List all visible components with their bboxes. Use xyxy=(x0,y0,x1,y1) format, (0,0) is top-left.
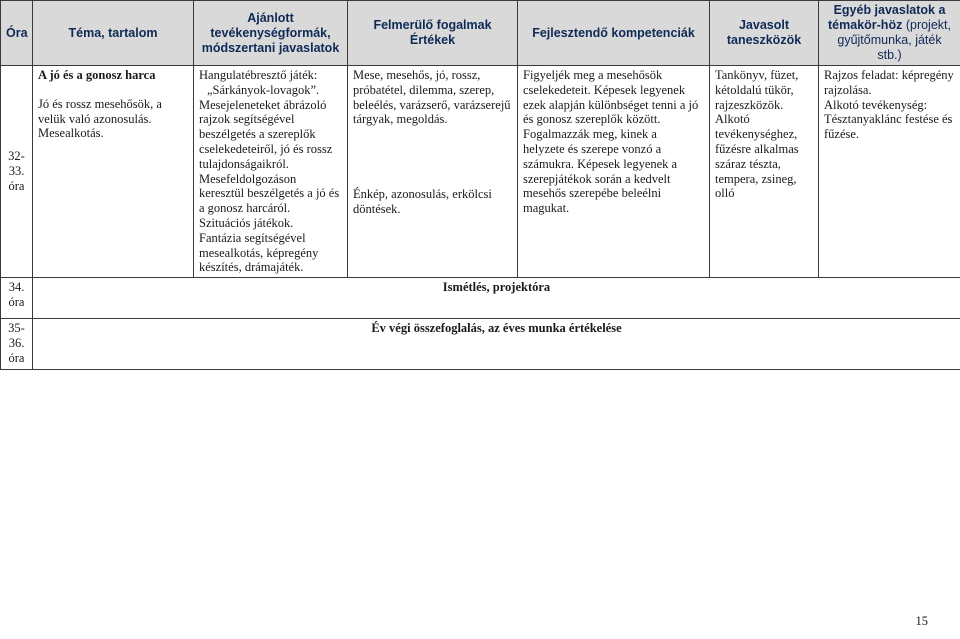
header-tools-line: Javasolt xyxy=(738,18,790,32)
tools-line: olló xyxy=(715,186,735,201)
hour-text: óra xyxy=(8,350,25,365)
hour-text: 33. xyxy=(8,164,25,179)
hour-text: óra xyxy=(8,294,25,309)
header-other-line: Egyéb javaslatok a xyxy=(833,3,946,17)
forms-line: Mesejeleneteket ábrázoló xyxy=(199,97,327,112)
forms-cell xyxy=(194,66,348,278)
concepts-line: próbatétel, dilemma, szerep, xyxy=(353,82,495,97)
concepts-line: tárgyak, megoldás. xyxy=(353,112,448,127)
header-other xyxy=(819,1,960,66)
header-concepts xyxy=(348,1,518,66)
forms-line: a gonosz harcáról. xyxy=(199,201,291,216)
table-row xyxy=(1,319,960,370)
concepts-line: beleélés, varázserő, varázserejű xyxy=(353,97,511,112)
header-forms-line: tevékenységformák, xyxy=(210,25,331,40)
forms-line: rajzok segítségével xyxy=(199,112,295,127)
hour-text: 34. xyxy=(8,280,25,295)
hour-cell xyxy=(1,319,33,370)
competence-line: szerepjátékok során a kedvelt xyxy=(523,171,671,186)
summary-cell: Év végi összefoglalás, az éves munka értékelése xyxy=(33,319,960,370)
competence-line: mesehős szerepébe beleélni xyxy=(523,186,662,201)
topic-text: Jó és rossz mesehősök, a xyxy=(38,96,162,111)
hour-cell xyxy=(1,66,33,278)
competence-line: Fogalmazzák meg, kinek a xyxy=(523,127,657,142)
topic-title: A jó és a gonosz harca xyxy=(38,68,156,82)
forms-line: Fantázia segítségével xyxy=(199,230,306,245)
hour-cell xyxy=(1,278,33,319)
tools-line: Tankönyv, füzet, xyxy=(715,68,799,82)
header-row xyxy=(1,1,960,66)
hour-text: óra xyxy=(8,178,25,193)
hour-text: 35- xyxy=(8,321,25,336)
header-other-line: gyűjtőmunka, játék stb.) xyxy=(837,33,942,62)
tools-line: kétoldalú tükör, xyxy=(715,82,794,97)
header-other-line: (projekt, xyxy=(905,18,951,32)
forms-line: „Sárkányok-lovagok”. xyxy=(207,82,320,97)
competence-line: magukat. xyxy=(523,201,570,216)
other-line: Tésztanyaklánc festése és xyxy=(824,112,953,127)
tools-line: rajzeszközök. xyxy=(715,97,784,112)
competence-line: ezek alapján különbséget tenni a jó xyxy=(523,97,699,112)
values-line: döntések. xyxy=(353,201,401,216)
topic-cell xyxy=(33,66,194,278)
header-forms xyxy=(194,1,348,66)
tools-line: tempera, zsineg, xyxy=(715,171,797,186)
table-row xyxy=(1,66,960,278)
topic-text: Mesealkotás. xyxy=(38,126,104,141)
header-competence: Fejlesztendő kompetenciák xyxy=(518,1,710,66)
header-forms-line: módszertani javaslatok xyxy=(201,40,340,55)
hour-text: 36. xyxy=(8,335,25,350)
values-block xyxy=(353,187,512,217)
competence-line: számukra. Képesek legyenek a xyxy=(523,156,678,171)
competence-line: és gonosz szereplők között. xyxy=(523,112,661,127)
other-cell xyxy=(819,66,960,278)
concepts-block xyxy=(353,68,512,127)
header-concepts-line: Felmerülő fogalmak xyxy=(373,18,492,32)
forms-line: cselekedeteiről, jó és rossz xyxy=(199,141,333,156)
forms-line: Hangulatébresztő játék: xyxy=(199,68,318,82)
table-row xyxy=(1,278,960,319)
forms-line: keresztül beszélgetés a jó és xyxy=(199,186,340,201)
forms-line: mesealkotás, képregény xyxy=(199,245,319,260)
tools-line: tevékenységhez, xyxy=(715,127,798,142)
forms-line: Mesefeldolgozáson xyxy=(199,171,297,186)
competence-line: helyzete és szerepe vonzó a xyxy=(523,141,662,156)
forms-line: tulajdonságaikról. xyxy=(199,156,289,171)
header-tools-line: taneszközök xyxy=(726,33,802,47)
other-line: Alkotó tevékenység: xyxy=(824,97,928,112)
hour-text: 32- xyxy=(8,149,25,164)
other-line: rajzolása. xyxy=(824,82,872,97)
header-concepts-line: Értékek xyxy=(409,33,456,47)
competence-cell xyxy=(518,66,710,278)
other-line: Rajzos feladat: képregény xyxy=(824,68,954,82)
tools-cell xyxy=(710,66,819,278)
review-cell: Ismétlés, projektóra xyxy=(33,278,960,319)
header-forms-line: Ajánlott xyxy=(247,10,294,25)
tools-line: száraz tészta, xyxy=(715,156,781,171)
values-line: Énkép, azonosulás, erkölcsi xyxy=(353,187,492,202)
competence-line: cselekedeteit. Képesek legyenek xyxy=(523,82,686,97)
tools-line: fűzésre alkalmas xyxy=(715,141,799,156)
other-line: fűzése. xyxy=(824,127,860,142)
header-other-line: témakör-höz xyxy=(828,18,903,32)
tools-line: Alkotó xyxy=(715,112,750,127)
concepts-line: Mese, mesehős, jó, rossz, xyxy=(353,68,481,82)
header-tema: Téma, tartalom xyxy=(33,1,194,66)
competence-line: Figyeljék meg a mesehősök xyxy=(523,68,663,82)
header-ora: Óra xyxy=(1,1,33,66)
topic-text: velük való azonosulás. xyxy=(38,111,152,126)
page-number: 15 xyxy=(915,614,928,628)
forms-line: Szituációs játékok. xyxy=(199,215,294,230)
forms-line: készítés, drámajáték. xyxy=(199,260,304,275)
forms-line: beszélgetés a szereplők xyxy=(199,127,316,142)
concepts-cell xyxy=(348,66,518,278)
header-tools xyxy=(710,1,819,66)
